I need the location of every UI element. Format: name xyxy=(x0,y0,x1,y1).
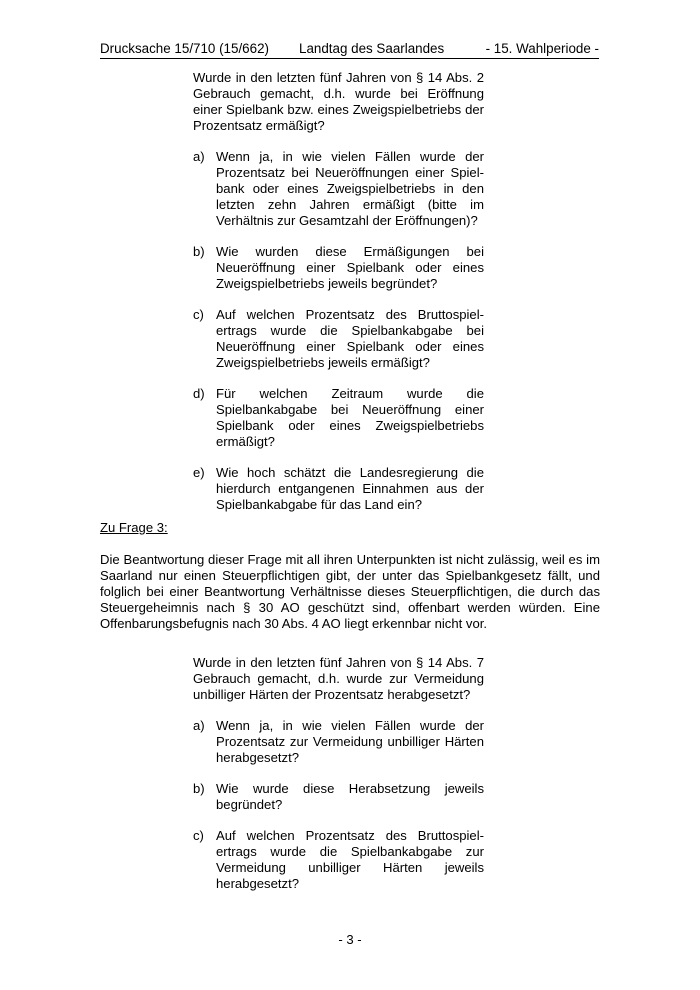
question-block-2 xyxy=(193,655,484,892)
item-text: Wie wurde diese Herabsetzung jeweils begründet? xyxy=(216,781,484,812)
parliament-name: Landtag des Saarlandes xyxy=(299,41,445,56)
question-intro: Wurde in den letzten fünf Jahren von § 14 Abs. 7 Gebrauch gemacht, d.h. wurde zur Vermeidung unbilliger Härten der Prozentsatz herabgesetzt? xyxy=(193,655,484,702)
item-text: Wie hoch schätzt die Landesregierung die hierdurch entgangenen Einnahmen aus der Spielbankabgabe für das Land ein? xyxy=(216,465,484,512)
item-label: e) xyxy=(193,465,205,480)
question-item xyxy=(193,718,484,766)
item-text: Für welchen Zeitraum wurde die Spielbankabgabe bei Neueröffnung einer Spielbank oder eines Zweigspielbetriebs ermäßigt? xyxy=(216,386,484,449)
item-label: b) xyxy=(193,244,205,259)
answer-heading: Zu Frage 3: xyxy=(100,520,168,535)
page-number: - 3 - xyxy=(338,932,362,947)
question-item xyxy=(193,781,484,813)
answer-text: Die Beantwortung dieser Frage mit all ihren Unterpunkten ist nicht zulässig, weil es im Saarland nur einen Steuerpflichtigen gibt, der unter das Spielbankgesetz fällt, und folglich bei einer Beantwortung Verhältnisse dieses Steuerpflichtigen, die durch das Steuergeheimnis nach § 30 AO geschützt sind, offenbart werden würden. Eine Offenbarungsbefugnis nach 30 Abs. 4 AO liegt erkennbar nicht vor. xyxy=(100,552,600,631)
item-label: a) xyxy=(193,149,205,164)
question-intro: Wurde in den letzten fünf Jahren von § 14 Abs. 2 Gebrauch gemacht, d.h. wurde bei Eröffnung einer Spielbank bzw. eines Zweigspielbetriebs der Prozentsatz ermäßigt? xyxy=(193,70,484,133)
question-item xyxy=(193,307,484,371)
question-item xyxy=(193,465,484,513)
item-label: c) xyxy=(193,307,204,322)
legislative-period: - 15. Wahlperiode - xyxy=(485,41,599,56)
question-item xyxy=(193,244,484,292)
item-text: Wenn ja, in wie vielen Fällen wurde der Prozentsatz zur Vermeidung unbilliger Härten herabgesetzt? xyxy=(216,718,484,765)
page-header xyxy=(100,40,599,59)
question-block-1 xyxy=(193,70,484,513)
item-label: c) xyxy=(193,828,204,843)
item-text: Wenn ja, in wie vielen Fällen wurde der Prozentsatz bei Neueröffnungen einer Spielbank oder eines Zweigspielbetriebs in den letzten zehn Jahren ermäßigt (bitte im Verhältnis zur Gesamtzahl der Eröffnungen)? xyxy=(216,149,484,228)
item-label: b) xyxy=(193,781,205,796)
document-number: Drucksache 15/710 (15/662) xyxy=(100,41,269,56)
item-text: Wie wurden diese Ermäßigungen bei Neueröffnung einer Spielbank oder eines Zweigspielbetriebs jeweils begründet? xyxy=(216,244,484,291)
question-item xyxy=(193,386,484,450)
item-text: Auf welchen Prozentsatz des Bruttospielertrags wurde die Spielbankabgabe zur Vermeidung unbilliger Härten jeweils herabgesetzt? xyxy=(216,828,484,891)
question-item xyxy=(193,828,484,892)
question-item xyxy=(193,149,484,229)
item-text: Auf welchen Prozentsatz des Bruttospielertrags wurde die Spielbankabgabe bei Neueröffnung einer Spielbank oder eines Zweigspielbetriebs jeweils ermäßigt? xyxy=(216,307,484,370)
item-label: a) xyxy=(193,718,205,733)
item-label: d) xyxy=(193,386,205,401)
